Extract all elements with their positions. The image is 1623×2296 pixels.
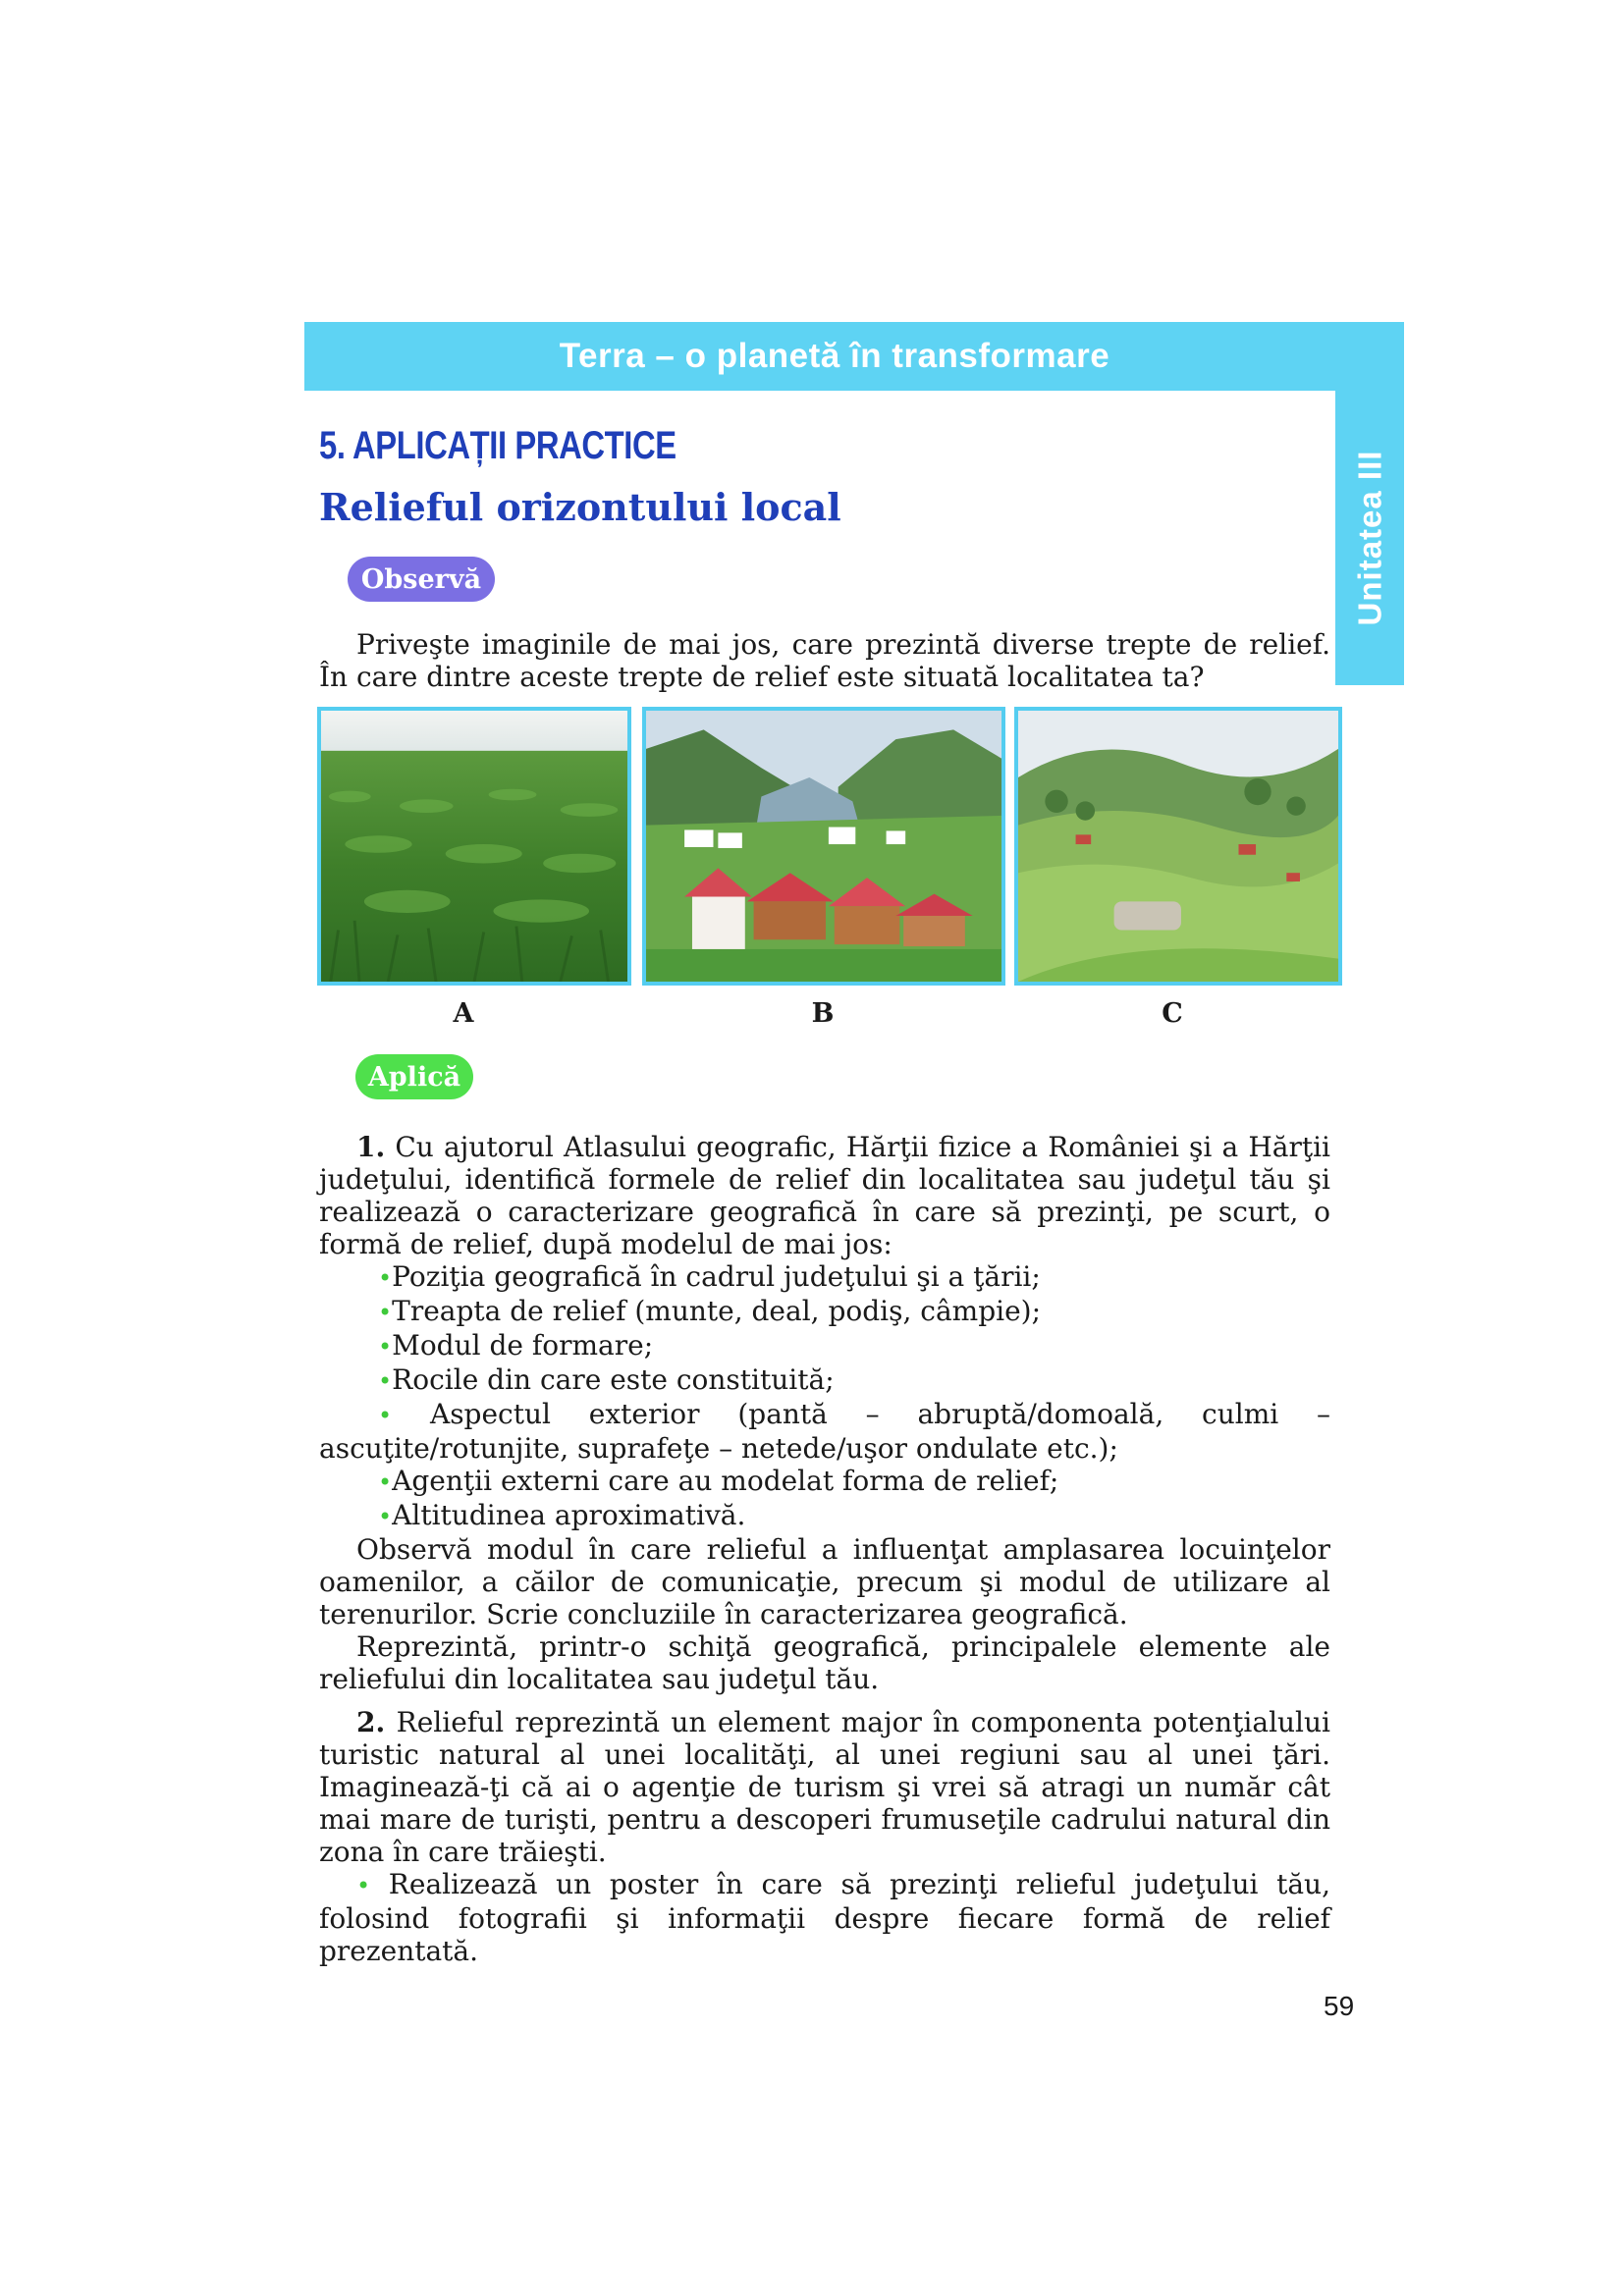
task-1-intro — [319, 1131, 1330, 1260]
bullet-text: Rocile din care este constituită; — [392, 1363, 835, 1396]
plain-field-photo — [317, 707, 631, 986]
bullet-dot-icon: • — [378, 1299, 393, 1326]
bullet-dot-icon: • — [378, 1468, 393, 1496]
mountain-village-photo — [642, 707, 1005, 986]
bullet-dot-icon: • — [356, 1872, 371, 1899]
aplica-badge: Aplică — [355, 1054, 473, 1099]
bullet-dot-icon: • — [378, 1367, 393, 1395]
bullet-text: Treapta de relief (munte, deal, podiş, câmpie); — [392, 1295, 1042, 1327]
bullet-text: Altitudinea aproximativă. — [392, 1499, 746, 1531]
task-2-bullet-text: Realizează un poster în care să prezinţi relieful judeţului tău, folosind fotografii şi informaţii despre fiecare formă de relief prezentată. — [319, 1868, 1330, 1967]
hills-photo — [1014, 707, 1342, 986]
task-2-bullet — [319, 1868, 1330, 1967]
photo-label-c: C — [1162, 998, 1183, 1029]
observa-text: Priveşte imaginile de mai jos, care prezintă diverse trepte de relief. În care dintre aceste trepte de relief este situată localitatea ta? — [319, 628, 1330, 693]
unit-side-tab — [1335, 391, 1404, 685]
chapter-title: Terra – o planetă în transformare — [559, 337, 1110, 375]
bullet-item — [378, 1329, 1330, 1363]
bullet-item — [378, 1465, 1330, 1499]
bullet-dot-icon: • — [378, 1402, 393, 1429]
bullet-item — [378, 1295, 1330, 1329]
bullet-dot-icon: • — [378, 1333, 393, 1361]
chapter-banner — [304, 322, 1404, 391]
task-2-block — [319, 1706, 1330, 1967]
task-2-intro — [319, 1706, 1330, 1868]
task-2-number: 2. — [356, 1706, 386, 1738]
lesson-title: 5. APLICAȚII PRACTICE — [319, 424, 676, 467]
observa-text-block — [319, 628, 1330, 693]
task-1-intro-text: Cu ajutorul Atlasului geografic, Hărţii fizice a României şi a Hărţii judeţului, identifică formele de relief din localitatea sau judeţul tău şi realizează o caracterizare geografică în care să prezinţi, pe scurt, o formă de relief, după modelul de mai jos: — [319, 1131, 1331, 1260]
observa-badge: Observă — [348, 557, 495, 602]
task-1-conclusion: Observă modul în care relieful a influenţat amplasarea locuinţelor oamenilor, a căilor de comunicaţie, precum şi modul de utilizare al terenurilor. Scrie concluziile în caracterizarea geografică. — [319, 1533, 1330, 1630]
bullet-dot-icon: • — [378, 1264, 393, 1292]
unit-label: Unitatea III — [1351, 450, 1387, 626]
bullet-item — [378, 1363, 1330, 1398]
bullet-text: Modul de formare; — [392, 1329, 654, 1362]
photo-label-a: A — [453, 998, 474, 1029]
bullet-text: Poziţia geografică în cadrul judeţului şi a ţării; — [392, 1260, 1041, 1293]
task-1-sketch: Reprezintă, printr-o schiţă geografică, principalele elemente ale reliefului din localitatea sau judeţul tău. — [319, 1630, 1330, 1695]
lesson-subtitle: Relieful orizontului local — [319, 485, 841, 529]
bullet-text: Aspectul exterior (pantă – abruptă/domoală, culmi – ascuţite/rotunjite, suprafeţe – netede/uşor ondulate etc.); — [319, 1398, 1331, 1465]
photo-label-b: B — [811, 998, 835, 1029]
bullet-item — [378, 1499, 1330, 1533]
page-number: 59 — [1324, 1991, 1355, 2021]
task-1-block — [319, 1131, 1330, 1695]
bullet-item — [319, 1398, 1330, 1465]
task-1-number: 1. — [356, 1131, 386, 1163]
bullet-item — [378, 1260, 1330, 1295]
task-2-text: Relieful reprezintă un element major în componenta potenţialului turistic natural al unei localităţi, al unei regiuni sau al unei ţări. Imaginează-ţi că ai o agenţie de turism şi vrei să atragi un număr cât mai mare de turişti, pentru a descoperi frumuseţile cadrului natural din zona în care trăieşti. — [319, 1706, 1330, 1868]
bullet-dot-icon: • — [378, 1503, 393, 1530]
bullet-text: Agenţii externi care au modelat forma de relief; — [392, 1465, 1059, 1497]
